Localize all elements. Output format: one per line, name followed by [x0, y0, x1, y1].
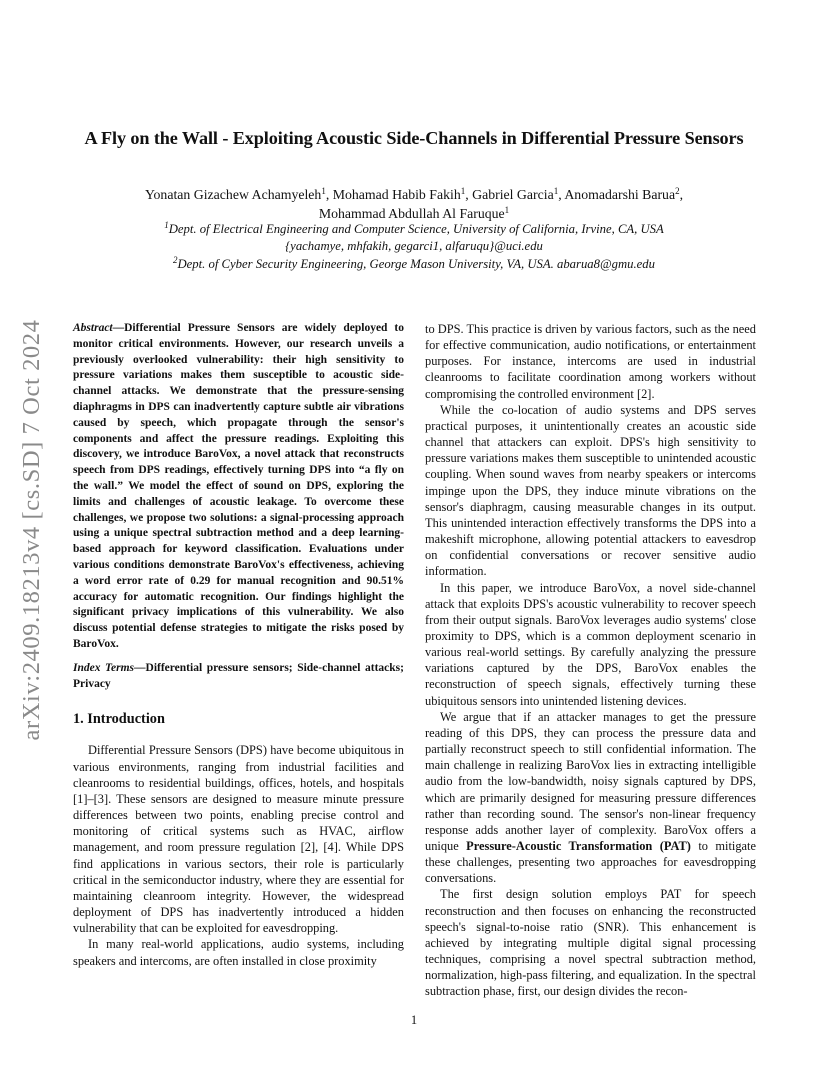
section-heading-introduction: 1. Introduction: [73, 711, 165, 728]
text-run: to mitigate these challenges, presenting two approaches for eavesdropping conversations.: [425, 839, 757, 886]
citation-link[interactable]: [2]: [300, 840, 316, 855]
paragraph: In many real-world applications, audio systems, including speakers and intercoms, are often installed in close proximity: [73, 937, 404, 968]
arxiv-sidebar: [10, 295, 54, 765]
author-affil-mark: 1: [321, 186, 326, 196]
paragraph: [425, 709, 756, 887]
author-affil-mark: 1: [460, 186, 466, 196]
affiliation-1: [0, 222, 828, 237]
paragraph: While the co-location of audio systems and DPS serves practical purposes, it unintentionally creates an acoustic side channel that attackers can exploit. DPS's high sensitivity to pressure variations makes them susceptible to unintended acoustic coupling. When sound waves from nearby speakers or intercoms impinge upon the DPS, they induce minute vibrations on the sensor's diaphragm, causing measurable changes in its output. This unintended interaction effectively transforms the DPS into a makeshift microphone, allowing potential attackers to eavesdrop on confidential conversations or recover sensitive audio information.: [425, 402, 756, 579]
citation-link[interactable]: [2]: [636, 386, 652, 401]
left-column: [73, 321, 404, 969]
author-line-1: [0, 185, 828, 204]
abstract: [73, 321, 404, 653]
citation-link[interactable]: [1]: [73, 791, 88, 806]
text-run: .: [651, 386, 655, 401]
author-name: Yonatan Gizachew Achamyeleh: [144, 187, 322, 202]
text-run: . While DPS find applications in various sectors, their role is particularly critical in the semiconductor industry, where they are essential for maintaining cleanroom integrity. However, the widespread deployment of DPS has inadvertently introduced a hidden vulnerability that can be exploited for eavesdropping.: [73, 840, 404, 936]
author-separator: ,: [679, 187, 684, 202]
bold-term: Pressure-Acoustic Transformation (PAT): [466, 839, 691, 853]
author-emails: {yachamye, mhfakih, gegarci1, alfaruqu}@uci.edu: [285, 239, 543, 253]
author-affil-mark: 1: [553, 186, 559, 196]
author-line-2: [0, 204, 828, 223]
arxiv-identifier: arXiv:2409.18213v4 [cs.SD] 7 Oct 2024: [18, 319, 45, 741]
author-affil-mark: 2: [675, 186, 680, 196]
citation-link[interactable]: [3]: [93, 791, 109, 806]
index-terms: [73, 661, 404, 693]
page-number: 1: [410, 1013, 418, 1027]
index-terms-label: Index Terms: [73, 661, 135, 674]
author-name: , Mohamad Habib Fakih: [325, 187, 461, 202]
index-terms-text: —Differential pressure sensors; Side-channel attacks; Privacy: [73, 661, 404, 690]
paragraph: In this paper, we introduce BaroVox, a novel side-channel attack that exploits DPS's acoustic vulnerability to recover speech from their output signals. BaroVox leverages audio systems' close proximity to DPS, which is a common deployment scenario in various real-world settings. By carefully analyzing the pressure variations captured by the DPS, BaroVox enables the reconstruction of speech signals, effectively turning these ubiquitous sensors into unintended listening devices.: [425, 580, 756, 708]
paragraph: [73, 742, 404, 936]
citation-link[interactable]: [4]: [323, 840, 338, 855]
text-run: We argue that if an attacker manages to get the pressure reading of this DPS, they can process the pressure data and partially reconstruct speech to still confidential information. The main challenge in realizing BaroVox lies in extracting intelligible audio from the low-bandwidth, noisy signals captured by DPS, which are primarily designed for measuring pressure differences rather than recording sound. The sensor's non-linear frequency response adds another layer of complexity. BaroVox offers a unique: [425, 709, 756, 853]
abstract-text: —Differential Pressure Sensors are widely deployed to monitor critical environments. However, our research unveils a previously overlooked vulnerability: their high sensitivity to pressure variations makes them susceptible to acoustic side-channel attacks. We demonstrate that the pressure-sensing diaphragms in DPS can inadvertently capture subtle air vibrations caused by speech, which propagate through the sensor's components and affect the pressure readings. Exploiting this discovery, we introduce BaroVox, a novel attack that reconstructs speech from DPS readings, effectively turning DPS into “a fly on the wall.” We model the effect of sound on DPS, exploring the limits and challenges of acoustic leakage. To overcome these challenges, we propose two solutions: a signal-processing approach using a unique spectral subtraction method and a deep learning-based approach for keyword classification. Evaluations under various conditions demonstrate BaroVox's effectiveness, achieving a word error rate of 0.29 for manual recognition and 90.51% accuracy for automatic recognition. Our findings highlight the significant privacy implications of this vulnerability. We also discuss potential defense strategies to mitigate the risks posed by BaroVox.: [73, 322, 404, 650]
paragraph: The first design solution employs PAT for speech reconstruction and then focuses on enhancing the reconstructed speech's signal-to-noise ratio (SNR). This enhancement is achieved by integrating multiple digital signal processing techniques, comprising a novel spectral subtraction method, normalization, high-pass filtering, and equalization. In the spectral subtraction phase, first, our design divides the recon-: [425, 887, 756, 999]
affil-text: Dept. of Cyber Security Engineering, George Mason University, VA, USA. abarua8@gmu.edu: [177, 257, 655, 271]
right-column: [425, 321, 756, 1000]
author-affil-mark: 1: [504, 205, 510, 215]
author-name: , Gabriel Garcia: [465, 187, 554, 202]
text-run: . These sensors are designed to measure minute pressure differences between two points, enabling precise control and monitoring of critical systems such as HVAC, airflow management, and room pressure regulation: [73, 791, 404, 855]
text-run: Differential Pressure Sensors (DPS) have become ubiquitous in various environments, ranging from industrial facilities and cleanrooms to residential buildings, offices, hotels, and hospitals: [73, 743, 404, 790]
affil-mark: 1: [164, 220, 169, 230]
text-run: –: [87, 791, 94, 806]
author-name: Mohammad Abdullah Al Faruque: [318, 206, 505, 221]
author-name: , Anomadarshi Barua: [558, 187, 676, 202]
affil-mark: 2: [173, 255, 178, 265]
affiliation-2: [0, 257, 828, 272]
affil-text: Dept. of Electrical Engineering and Computer Science, University of California, Irvine, CA, USA: [168, 222, 664, 236]
paper-title: A Fly on the Wall - Exploiting Acoustic Side-Channels in Differential Pressure Sensors: [84, 128, 744, 148]
text-run: to DPS. This practice is driven by various factors, such as the need for effective communication, audio notifications, or entertainment purposes. For instance, intercoms are used in industrial cleanrooms to facilitate coordination among workers without compromising the controlled environment: [425, 322, 756, 401]
abstract-label: Abstract: [73, 322, 113, 334]
paragraph: [425, 321, 756, 402]
author-list: [0, 185, 828, 223]
text-run: ,: [315, 840, 324, 855]
